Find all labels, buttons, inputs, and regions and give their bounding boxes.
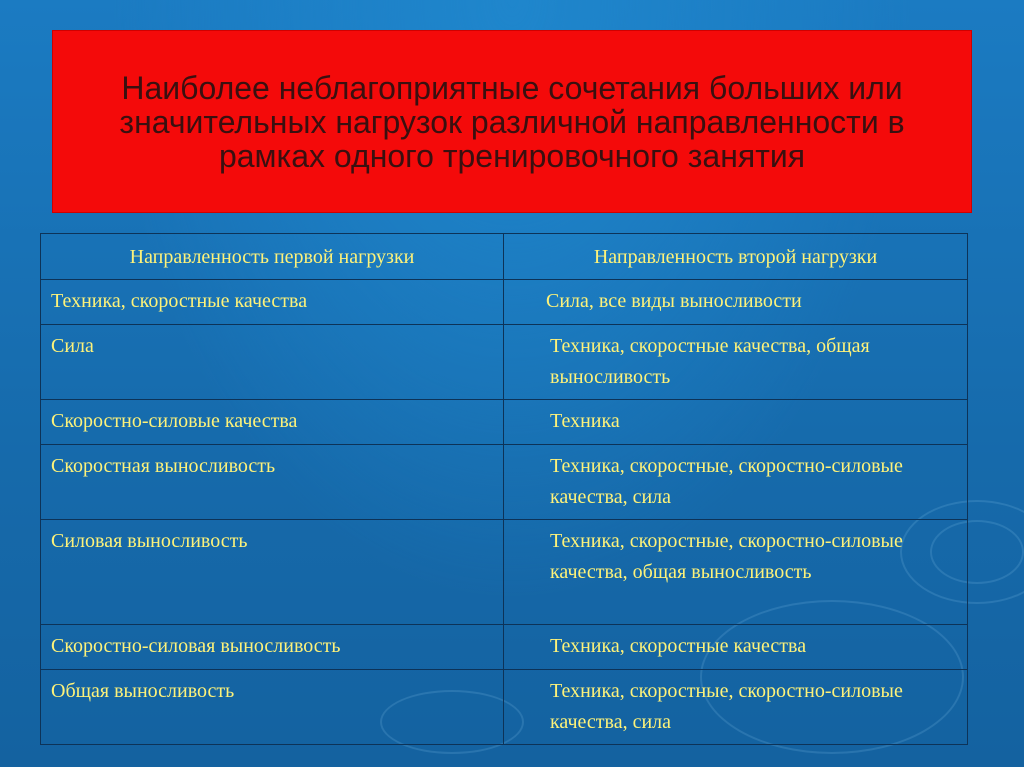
table-row [41, 280, 968, 325]
column-header-second-load: Направленность второй нагрузки [504, 234, 968, 280]
table-row [41, 325, 968, 400]
column-header-first-load: Направленность первой нагрузки [41, 234, 504, 280]
first-load-cell: Силовая выносливость [41, 520, 504, 625]
second-load-cell: Техника, скоростные качества, общая выносливость [504, 325, 968, 400]
second-load-cell: Техника, скоростные, скоростно-силовые качества, общая выносливость [504, 520, 968, 625]
first-load-cell: Общая выносливость [41, 670, 504, 745]
first-load-cell: Скоростно-силовые качества [41, 400, 504, 445]
second-load-cell: Техника, скоростные, скоростно-силовые качества, сила [504, 445, 968, 520]
table-row [41, 400, 968, 445]
second-load-cell: Техника, скоростные, скоростно-силовые качества, сила [504, 670, 968, 745]
first-load-cell: Скоростная выносливость [41, 445, 504, 520]
first-load-cell: Сила [41, 325, 504, 400]
table-row [41, 670, 968, 745]
title-banner [52, 30, 972, 213]
second-load-cell: Техника [504, 400, 968, 445]
second-load-cell: Сила, все виды выносливости [504, 280, 968, 325]
table-row [41, 625, 968, 670]
first-load-cell: Техника, скоростные качества [41, 280, 504, 325]
table-row [41, 520, 968, 625]
second-load-cell: Техника, скоростные качества [504, 625, 968, 670]
first-load-cell: Скоростно-силовая выносливость [41, 625, 504, 670]
slide-title: Наиболее неблагоприятные сочетания больших или значительных нагрузок различной направленности в рамках одного тренировочного занятия [119, 69, 905, 174]
table-row [41, 445, 968, 520]
load-combinations-table [40, 233, 968, 745]
table-header-row [41, 234, 968, 280]
